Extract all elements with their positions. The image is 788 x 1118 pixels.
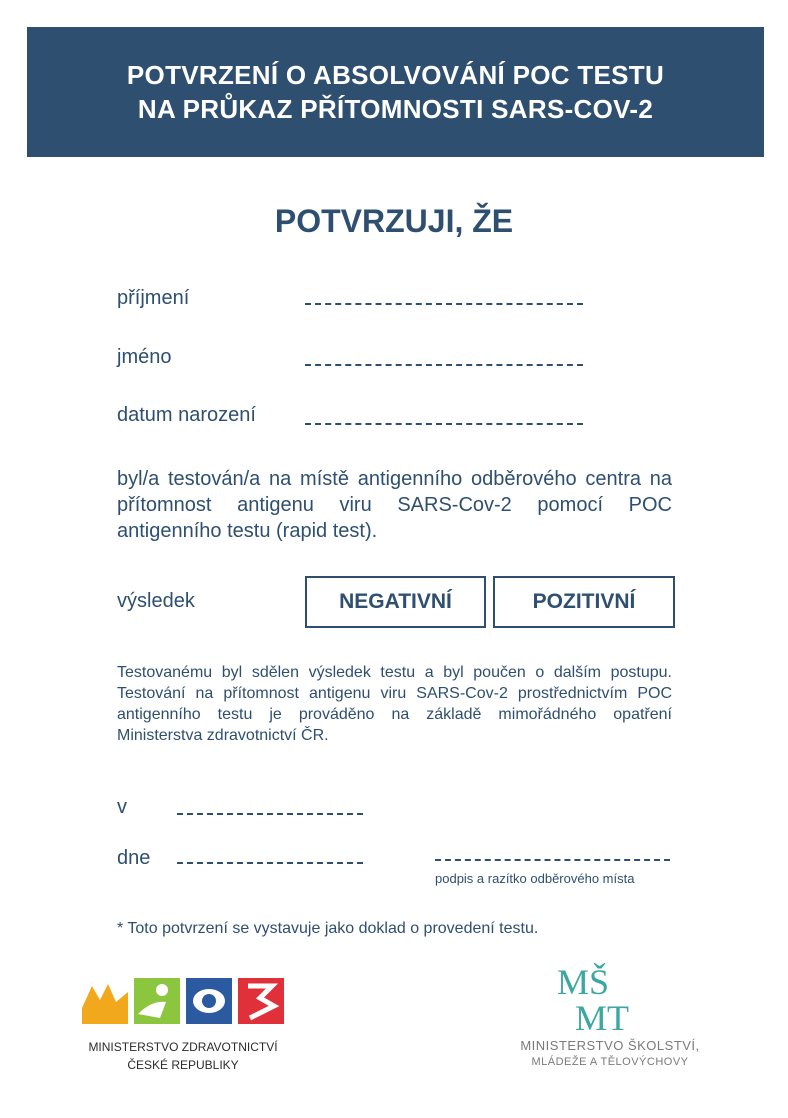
surname-field[interactable] (305, 303, 583, 305)
negative-result-box[interactable]: NEGATIVNÍ (305, 576, 486, 628)
svg-text:MŠ: MŠ (557, 962, 610, 1002)
header-title-line1: POTVRZENÍ O ABSOLVOVÁNÍ POC TESTU (126, 60, 665, 90)
date-label: dne (117, 847, 151, 869)
place-label: v (117, 796, 127, 818)
subtitle: POTVRZUJI, ŽE (274, 203, 514, 239)
result-label: výsledek (117, 590, 195, 612)
place-field[interactable] (177, 813, 363, 815)
mz-logo-icon (82, 978, 284, 1024)
dob-field[interactable] (305, 423, 583, 425)
mz-logo-text (82, 1038, 284, 1074)
header-title-line2: NA PRŮKAZ PŘÍTOMNOSTI SARS-COV-2 (137, 94, 654, 124)
signature-line[interactable] (435, 859, 670, 861)
msmt-logo-icon (555, 962, 665, 1034)
statement-text: byl/a testován/a na místě antigenního odběrového centra na přítomnost antigenu viru SARS-Cov-2 pomocí POC antigenního testu (rapid test). (117, 468, 672, 542)
date-field[interactable] (177, 862, 363, 864)
mz-line1: MINISTERSTVO ZDRAVOTNICTVÍ (88, 1040, 278, 1054)
msmt-line1: MINISTERSTVO ŠKOLSTVÍ, (520, 1038, 700, 1053)
surname-label: příjmení (117, 287, 190, 309)
dob-label: datum narození (117, 404, 256, 426)
header-banner (27, 27, 764, 157)
info-text: Testovanému byl sdělen výsledek testu a byl poučen o dalším postupu. Testování na přítomnost antigenu viru SARS-Cov-2 prostřednictvím POC antigenního testu je prováděno na základě mimořádného opatření Ministerstva zdravotnictví ČR. (117, 664, 672, 744)
positive-result-box[interactable]: POZITIVNÍ (493, 576, 675, 628)
msmt-logo-text (500, 1038, 720, 1070)
msmt-line2: MLÁDEŽE A TĚLOVÝCHOVY (531, 1056, 689, 1068)
name-field[interactable] (305, 364, 583, 366)
svg-text:MT: MT (575, 998, 629, 1034)
mz-line2: ČESKÉ REPUBLIKY (127, 1058, 239, 1072)
footnote: * Toto potvrzení se vystavuje jako doklad o provedení testu. (117, 920, 539, 937)
name-label: jméno (117, 346, 172, 368)
signature-caption: podpis a razítko odběrového místa (435, 871, 635, 886)
